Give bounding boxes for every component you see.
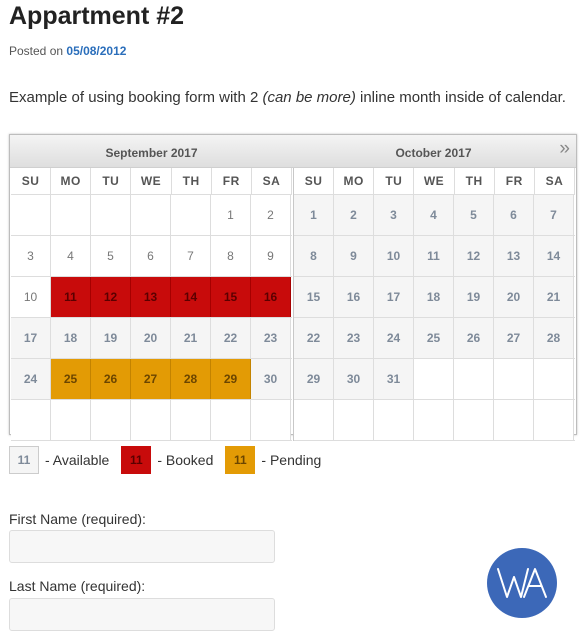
day-cell-past: 7 bbox=[171, 236, 211, 276]
intro-before: Example of using booking form with 2 bbox=[9, 89, 263, 106]
day-cell-past: 4 bbox=[51, 236, 91, 276]
day-cell-past: 3 bbox=[11, 236, 51, 276]
empty-day-cell bbox=[494, 400, 534, 440]
day-cell-available[interactable]: 16 bbox=[334, 277, 374, 317]
day-cell-available[interactable]: 20 bbox=[131, 318, 171, 358]
day-cell-past: 10 bbox=[11, 277, 51, 317]
empty-day-cell bbox=[454, 359, 494, 399]
day-cell-available[interactable]: 11 bbox=[414, 236, 454, 276]
intro-emphasis: (can be more) bbox=[262, 89, 356, 106]
last-name-field[interactable] bbox=[9, 598, 275, 631]
day-cell-available[interactable]: 18 bbox=[51, 318, 91, 358]
day-cell-available[interactable]: 9 bbox=[334, 236, 374, 276]
legend-available-swatch: 11 bbox=[9, 446, 39, 474]
weekday-sa: SA bbox=[252, 168, 292, 194]
day-cell-available[interactable]: 3 bbox=[374, 195, 414, 235]
wa-logo-icon[interactable] bbox=[487, 548, 557, 618]
legend-pending-label: - Pending bbox=[261, 452, 322, 468]
month-grid-october bbox=[293, 168, 575, 441]
month-grid-september bbox=[11, 168, 292, 441]
posted-date-link[interactable]: 05/08/2012 bbox=[66, 44, 127, 58]
weekday-header-row bbox=[294, 168, 575, 195]
wa-logo-glyph bbox=[494, 563, 550, 603]
weekday-header-row bbox=[11, 168, 292, 195]
day-cell-available[interactable]: 7 bbox=[534, 195, 574, 235]
empty-day-cell bbox=[414, 359, 454, 399]
empty-day-cell bbox=[131, 400, 171, 440]
week-row bbox=[294, 236, 575, 277]
legend-available-label: - Available bbox=[45, 452, 110, 468]
week-row bbox=[11, 277, 292, 318]
weekday-mo: MO bbox=[334, 168, 374, 194]
intro-text bbox=[9, 89, 566, 106]
intro-after: inline month inside of calendar. bbox=[355, 89, 566, 106]
empty-day-cell bbox=[294, 400, 334, 440]
empty-day-cell bbox=[454, 400, 494, 440]
legend-pending-swatch: 11 bbox=[225, 446, 255, 474]
week-row bbox=[294, 359, 575, 400]
empty-day-cell bbox=[51, 195, 91, 235]
day-cell-available[interactable]: 27 bbox=[494, 318, 534, 358]
day-cell-available[interactable]: 29 bbox=[294, 359, 334, 399]
week-row bbox=[11, 236, 292, 277]
first-name-label: First Name (required): bbox=[9, 511, 146, 527]
weekday-tu: TU bbox=[374, 168, 414, 194]
day-cell-booked: 15 bbox=[211, 277, 251, 317]
day-cell-past: 1 bbox=[211, 195, 251, 235]
day-cell-booked: 16 bbox=[251, 277, 291, 317]
day-cell-available[interactable]: 8 bbox=[294, 236, 334, 276]
day-cell-available[interactable]: 24 bbox=[374, 318, 414, 358]
day-cell-past: 5 bbox=[91, 236, 131, 276]
empty-day-cell bbox=[251, 400, 291, 440]
double-chevron-right-icon[interactable]: » bbox=[559, 138, 570, 159]
day-cell-available[interactable]: 20 bbox=[494, 277, 534, 317]
empty-day-cell bbox=[494, 359, 534, 399]
day-cell-available[interactable]: 10 bbox=[374, 236, 414, 276]
day-cell-available[interactable]: 30 bbox=[334, 359, 374, 399]
week-row bbox=[294, 400, 575, 441]
day-cell-booked: 11 bbox=[51, 277, 91, 317]
day-cell-available[interactable]: 17 bbox=[374, 277, 414, 317]
empty-day-cell bbox=[11, 195, 51, 235]
posted-prefix: Posted on bbox=[9, 44, 64, 58]
day-cell-available[interactable]: 19 bbox=[454, 277, 494, 317]
weekday-we: WE bbox=[131, 168, 171, 194]
legend-booked-label: - Booked bbox=[157, 452, 214, 468]
day-cell-available[interactable]: 14 bbox=[534, 236, 574, 276]
weekday-fr: FR bbox=[495, 168, 535, 194]
day-cell-available[interactable]: 26 bbox=[454, 318, 494, 358]
empty-day-cell bbox=[534, 400, 574, 440]
weekday-tu: TU bbox=[91, 168, 131, 194]
empty-day-cell bbox=[91, 400, 131, 440]
day-cell-booked: 14 bbox=[171, 277, 211, 317]
day-cell-available[interactable]: 4 bbox=[414, 195, 454, 235]
calendar-header bbox=[10, 135, 576, 168]
weekday-sa: SA bbox=[535, 168, 575, 194]
day-cell-available[interactable]: 17 bbox=[11, 318, 51, 358]
empty-day-cell bbox=[534, 359, 574, 399]
day-cell-available[interactable]: 2 bbox=[334, 195, 374, 235]
legend-booked-swatch: 11 bbox=[121, 446, 151, 474]
week-row bbox=[11, 359, 292, 400]
weekday-we: WE bbox=[414, 168, 454, 194]
day-cell-pending: 25 bbox=[51, 359, 91, 399]
day-cell-past: 2 bbox=[251, 195, 291, 235]
day-cell-booked: 12 bbox=[91, 277, 131, 317]
page-title: Appartment #2 bbox=[9, 2, 185, 30]
day-cell-pending: 29 bbox=[211, 359, 251, 399]
day-cell-available[interactable]: 12 bbox=[454, 236, 494, 276]
empty-day-cell bbox=[11, 400, 51, 440]
empty-day-cell bbox=[171, 400, 211, 440]
day-cell-available[interactable]: 18 bbox=[414, 277, 454, 317]
week-row bbox=[11, 318, 292, 359]
day-cell-booked: 13 bbox=[131, 277, 171, 317]
day-cell-available[interactable]: 15 bbox=[294, 277, 334, 317]
day-cell-available[interactable]: 13 bbox=[494, 236, 534, 276]
day-cell-past: 6 bbox=[131, 236, 171, 276]
empty-day-cell bbox=[131, 195, 171, 235]
day-cell-available[interactable]: 22 bbox=[211, 318, 251, 358]
day-cell-available[interactable]: 23 bbox=[251, 318, 291, 358]
month-title-september: September 2017 bbox=[105, 146, 198, 160]
day-cell-available[interactable]: 30 bbox=[251, 359, 291, 399]
week-row bbox=[11, 400, 292, 441]
day-cell-available[interactable]: 22 bbox=[294, 318, 334, 358]
weekday-su: SU bbox=[11, 168, 51, 194]
empty-day-cell bbox=[91, 195, 131, 235]
empty-day-cell bbox=[334, 400, 374, 440]
day-cell-available[interactable]: 24 bbox=[11, 359, 51, 399]
day-cell-available[interactable]: 5 bbox=[454, 195, 494, 235]
week-row bbox=[11, 195, 292, 236]
post-meta bbox=[9, 44, 126, 58]
empty-day-cell bbox=[374, 400, 414, 440]
booking-calendar bbox=[9, 134, 577, 435]
weekday-su: SU bbox=[294, 168, 334, 194]
calendar-legend bbox=[9, 446, 333, 474]
week-row bbox=[294, 318, 575, 359]
day-cell-pending: 27 bbox=[131, 359, 171, 399]
day-cell-past: 8 bbox=[211, 236, 251, 276]
day-cell-available[interactable]: 21 bbox=[171, 318, 211, 358]
day-cell-available[interactable]: 19 bbox=[91, 318, 131, 358]
day-cell-available[interactable]: 1 bbox=[294, 195, 334, 235]
day-cell-past: 9 bbox=[251, 236, 291, 276]
day-cell-available[interactable]: 21 bbox=[534, 277, 574, 317]
empty-day-cell bbox=[211, 400, 251, 440]
week-row bbox=[294, 195, 575, 236]
weekday-fr: FR bbox=[212, 168, 252, 194]
day-cell-available[interactable]: 31 bbox=[374, 359, 414, 399]
empty-day-cell bbox=[171, 195, 211, 235]
month-title-october: October 2017 bbox=[395, 146, 472, 160]
last-name-label: Last Name (required): bbox=[9, 578, 146, 594]
day-cell-pending: 26 bbox=[91, 359, 131, 399]
weekday-mo: MO bbox=[51, 168, 91, 194]
day-cell-available[interactable]: 23 bbox=[334, 318, 374, 358]
weekday-th: TH bbox=[172, 168, 212, 194]
day-cell-pending: 28 bbox=[171, 359, 211, 399]
empty-day-cell bbox=[51, 400, 91, 440]
day-cell-available[interactable]: 6 bbox=[494, 195, 534, 235]
empty-day-cell bbox=[414, 400, 454, 440]
first-name-field[interactable] bbox=[9, 530, 275, 563]
day-cell-available[interactable]: 25 bbox=[414, 318, 454, 358]
week-row bbox=[294, 277, 575, 318]
weekday-th: TH bbox=[455, 168, 495, 194]
day-cell-available[interactable]: 28 bbox=[534, 318, 574, 358]
